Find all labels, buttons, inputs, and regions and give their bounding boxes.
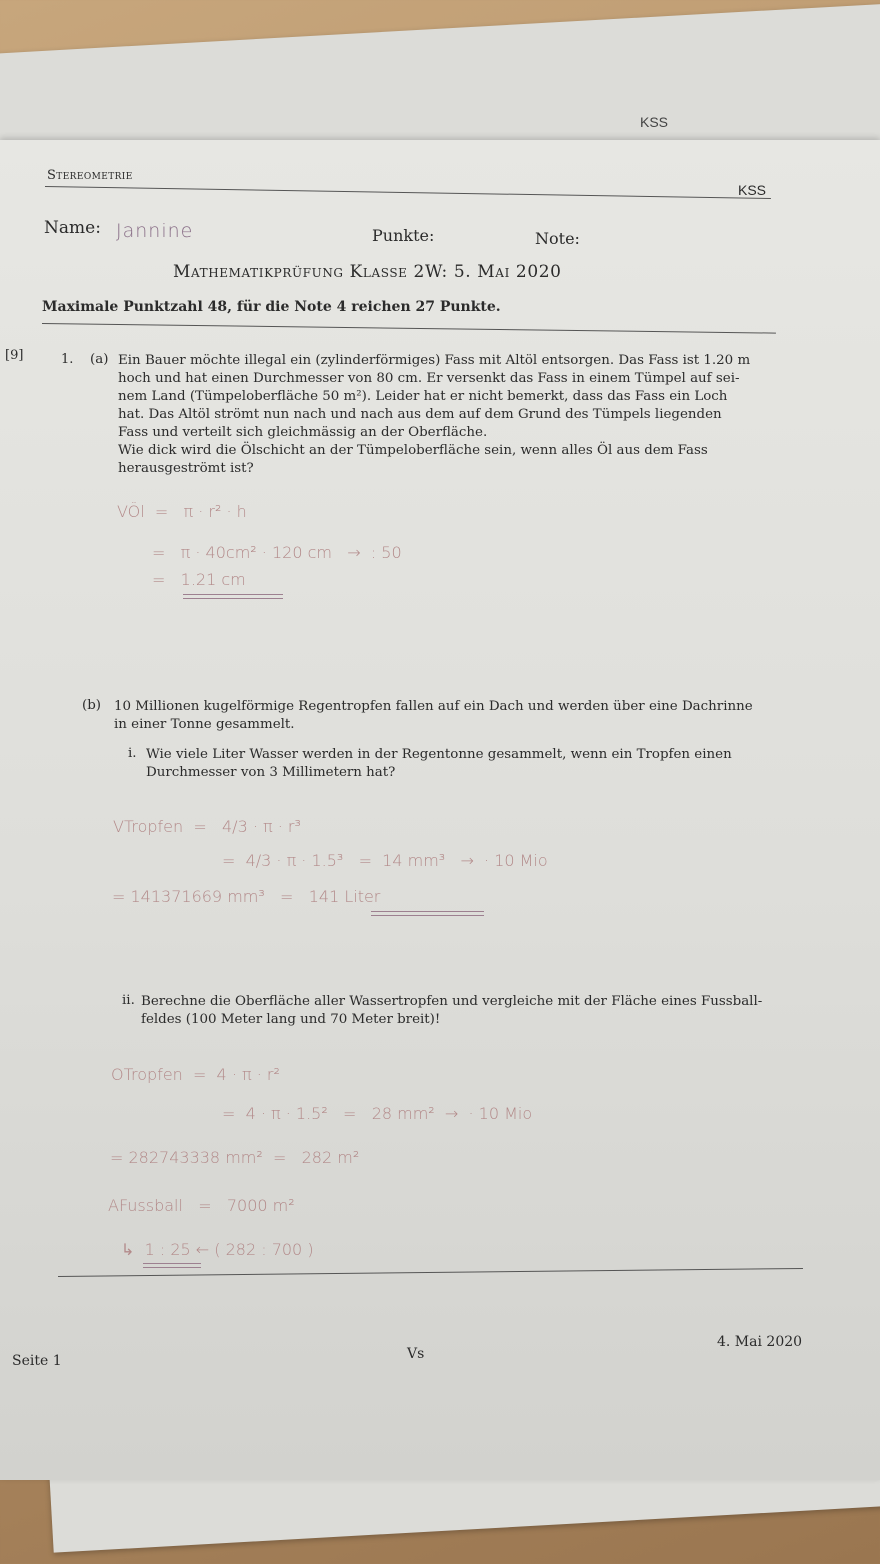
part-b-ii-work-line: = 282743338 mm² = 282 m²	[110, 1148, 360, 1167]
exam-sheet	[0, 140, 880, 1480]
part-a-label: (a)	[90, 352, 109, 367]
part-b-text	[114, 698, 794, 734]
part-b-i-work-result: = 141371669 mm³ = 141 Liter	[112, 887, 381, 906]
part-b-ii-line: Berechne die Oberfläche aller Wassertropfen und vergleiche mit der Fläche eines Fussball-	[141, 994, 763, 1009]
part-b-ii-work-line: = 4 · π · 1.5² = 28 mm² → · 10 Mio	[222, 1104, 533, 1123]
max-points-note: Maximale Punktzahl 48, für die Note 4 reichen 27 Punkte.	[42, 299, 501, 315]
part-b-ii-work-result: ↳ 1 : 25 ← ( 282 : 700 )	[121, 1240, 314, 1259]
part-b-i-text	[146, 746, 791, 782]
part-b-label: (b)	[82, 698, 102, 713]
question-1-points: [9]	[5, 348, 24, 363]
part-a-line: herausgeströmt ist?	[118, 461, 254, 476]
part-b-line: in einer Tonne gesammelt.	[114, 717, 295, 732]
part-a-line: Wie dick wird die Ölschicht an der Tümpeloberfläche sein, wenn alles Öl aus dem Fass	[118, 443, 708, 458]
part-a-line: hoch und hat einen Durchmesser von 80 cm. Er versenkt das Fass in einem Tümpel auf sei-	[118, 371, 740, 386]
part-b-ii-text	[141, 993, 801, 1029]
footer-date: 4. Mai 2020	[717, 1334, 803, 1350]
part-a-text	[118, 352, 783, 478]
part-b-ii-work-line: AFussball = 7000 m²	[108, 1196, 295, 1215]
part-a-work-line: = π · 40cm² · 120 cm → : 50	[152, 543, 402, 562]
part-a-line: Fass und verteilt sich gleichmässig an der Oberfläche.	[118, 425, 488, 440]
part-a-work-result: = 1.21 cm	[152, 570, 246, 589]
grade-label: Note:	[535, 229, 580, 248]
header-topic: Stereometrie	[47, 168, 133, 183]
part-b-i-line: Durchmesser von 3 Millimetern hat?	[146, 765, 396, 780]
footer-author: Vs	[407, 1346, 425, 1362]
points-label: Punkte:	[372, 226, 435, 245]
part-b-ii-line: feldes (100 Meter lang und 70 Meter breit)!	[141, 1012, 441, 1027]
part-b-i-label: i.	[128, 746, 137, 761]
part-b-line: 10 Millionen kugelförmige Regentropfen fallen auf ein Dach und werden über eine Dachrinne	[114, 699, 753, 714]
exam-title: Mathematikprüfung Klasse 2W: 5. Mai 2020	[173, 262, 562, 282]
part-a-line: Ein Bauer möchte illegal ein (zylinderförmiges) Fass mit Altöl entsorgen. Das Fass ist 1.20 m	[118, 353, 751, 368]
part-b-ii-work-line: OTropfen = 4 · π · r²	[111, 1065, 280, 1084]
part-a-line: hat. Das Altöl strömt nun nach und nach aus dem auf dem Grund des Tümpels liegenden	[118, 407, 722, 422]
part-b-i-line: Wie viele Liter Wasser werden in der Regentonne gesammelt, wenn ein Tropfen einen	[146, 747, 732, 762]
part-b-ii-result-underline	[143, 1263, 201, 1268]
part-a-result-underline	[183, 594, 283, 599]
part-b-ii-label: ii.	[122, 993, 135, 1008]
part-a-line: nem Land (Tümpeloberfläche 50 m²). Leider hat er nicht bemerkt, dass das Fass ein Loch	[118, 389, 728, 404]
part-b-i-work-line: VTropfen = 4/3 · π · r³	[113, 817, 301, 836]
part-b-i-result-underline	[371, 911, 484, 916]
part-a-work-line: VÖl = π · r² · h	[117, 502, 247, 521]
footer-page: Seite 1	[12, 1353, 62, 1369]
name-label: Name:	[44, 218, 101, 238]
part-b-i-work-line: = 4/3 · π · 1.5³ = 14 mm³ → · 10 Mio	[222, 851, 548, 870]
question-1-number: 1.	[61, 352, 74, 367]
back-sheet-kss: KSS	[640, 114, 669, 130]
header-school: KSS	[738, 182, 767, 198]
name-value: Jannine	[116, 220, 194, 242]
